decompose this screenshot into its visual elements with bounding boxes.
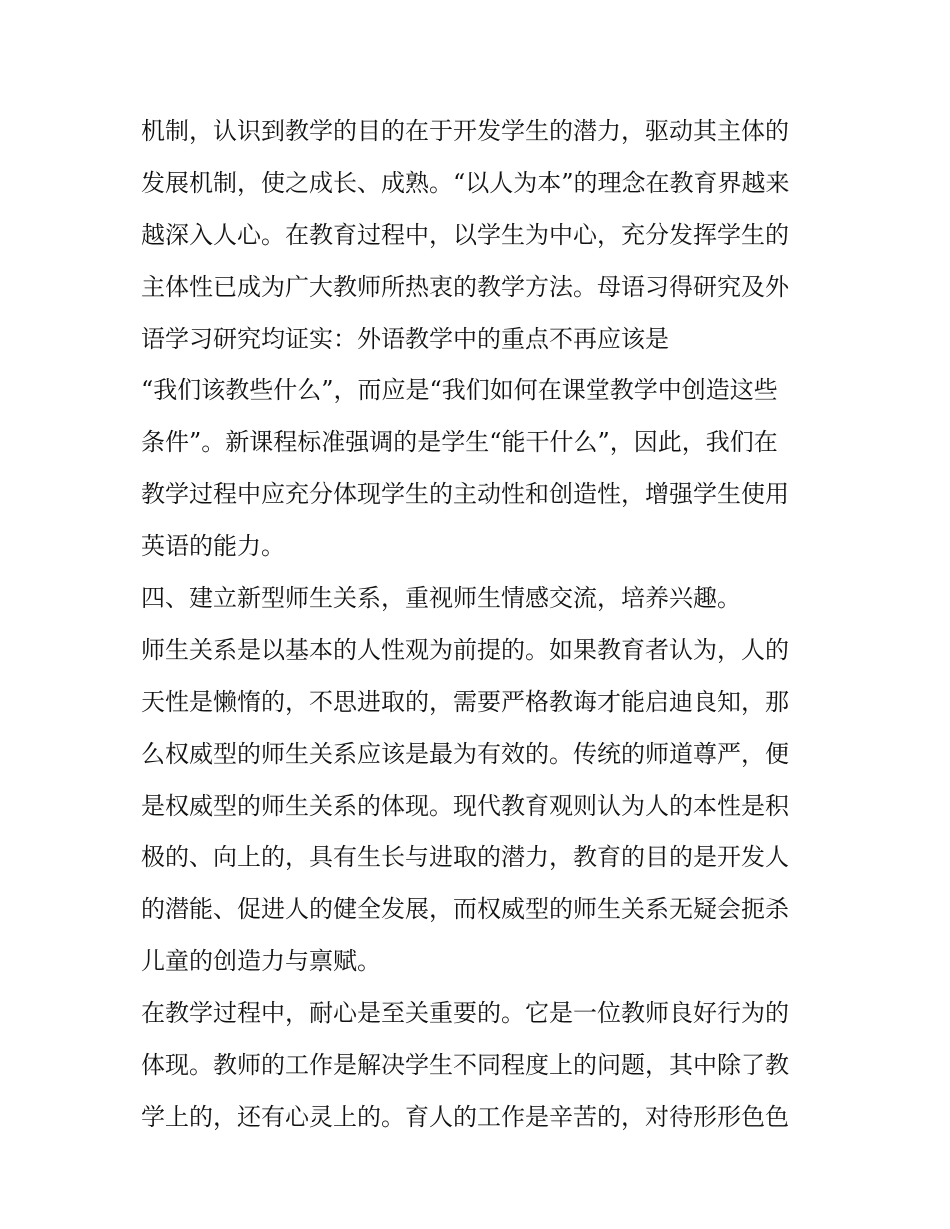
text-line: 英语的能力。 xyxy=(141,532,285,561)
text-line: 的潜能、促进人的健全发展，而权威型的师生关系无疑会扼杀 xyxy=(141,895,789,924)
text-line: 语学习研究均证实：外语教学中的重点不再应该是 xyxy=(141,324,669,353)
text-line: “我们该教些什么”，而应是“我们如何在课堂教学中创造这些 xyxy=(141,376,778,405)
text-line: 是权威型的师生关系的体现。现代教育观则认为人的本性是积 xyxy=(141,791,789,820)
text-line: 师生关系是以基本的人性观为前提的。如果教育者认为，人的 xyxy=(141,635,789,664)
text-line: 极的、向上的，具有生长与进取的潜力，教育的目的是开发人 xyxy=(141,843,789,872)
text-line: 么权威型的师生关系应该是最为有效的。传统的师道尊严，便 xyxy=(141,739,789,768)
text-line: 天性是懒惰的，不思进取的，需要严格教诲才能启迪良知，那 xyxy=(141,687,789,716)
text-line: 在教学过程中，耐心是至关重要的。它是一位教师良好行为的 xyxy=(141,999,789,1028)
section-heading: 四、建立新型师生关系，重视师生情感交流，培养兴趣。 xyxy=(141,584,741,613)
text-line: 体现。教师的工作是解决学生不同程度上的问题，其中除了教 xyxy=(141,1051,789,1080)
text-line: 教学过程中应充分体现学生的主动性和创造性，增强学生使用 xyxy=(141,480,789,509)
text-line: 主体性已成为广大教师所热衷的教学方法。母语习得研究及外 xyxy=(141,272,789,301)
text-line: 儿童的创造力与禀赋。 xyxy=(141,947,381,976)
text-line: 机制，认识到教学的目的在于开发学生的潜力，驱动其主体的 xyxy=(141,117,789,145)
body-text xyxy=(141,106,821,1144)
text-line: 发展机制，使之成长、成熟。“以人为本”的理念在教育界越来 xyxy=(141,168,790,197)
text-line: 条件”。新课程标准强调的是学生“能干什么”，因此，我们在 xyxy=(141,428,778,457)
text-line: 越深入人心。在教育过程中，以学生为中心，充分发挥学生的 xyxy=(141,220,789,249)
text-line: 学上的，还有心灵上的。育人的工作是辛苦的，对待形形色色 xyxy=(141,1102,789,1131)
